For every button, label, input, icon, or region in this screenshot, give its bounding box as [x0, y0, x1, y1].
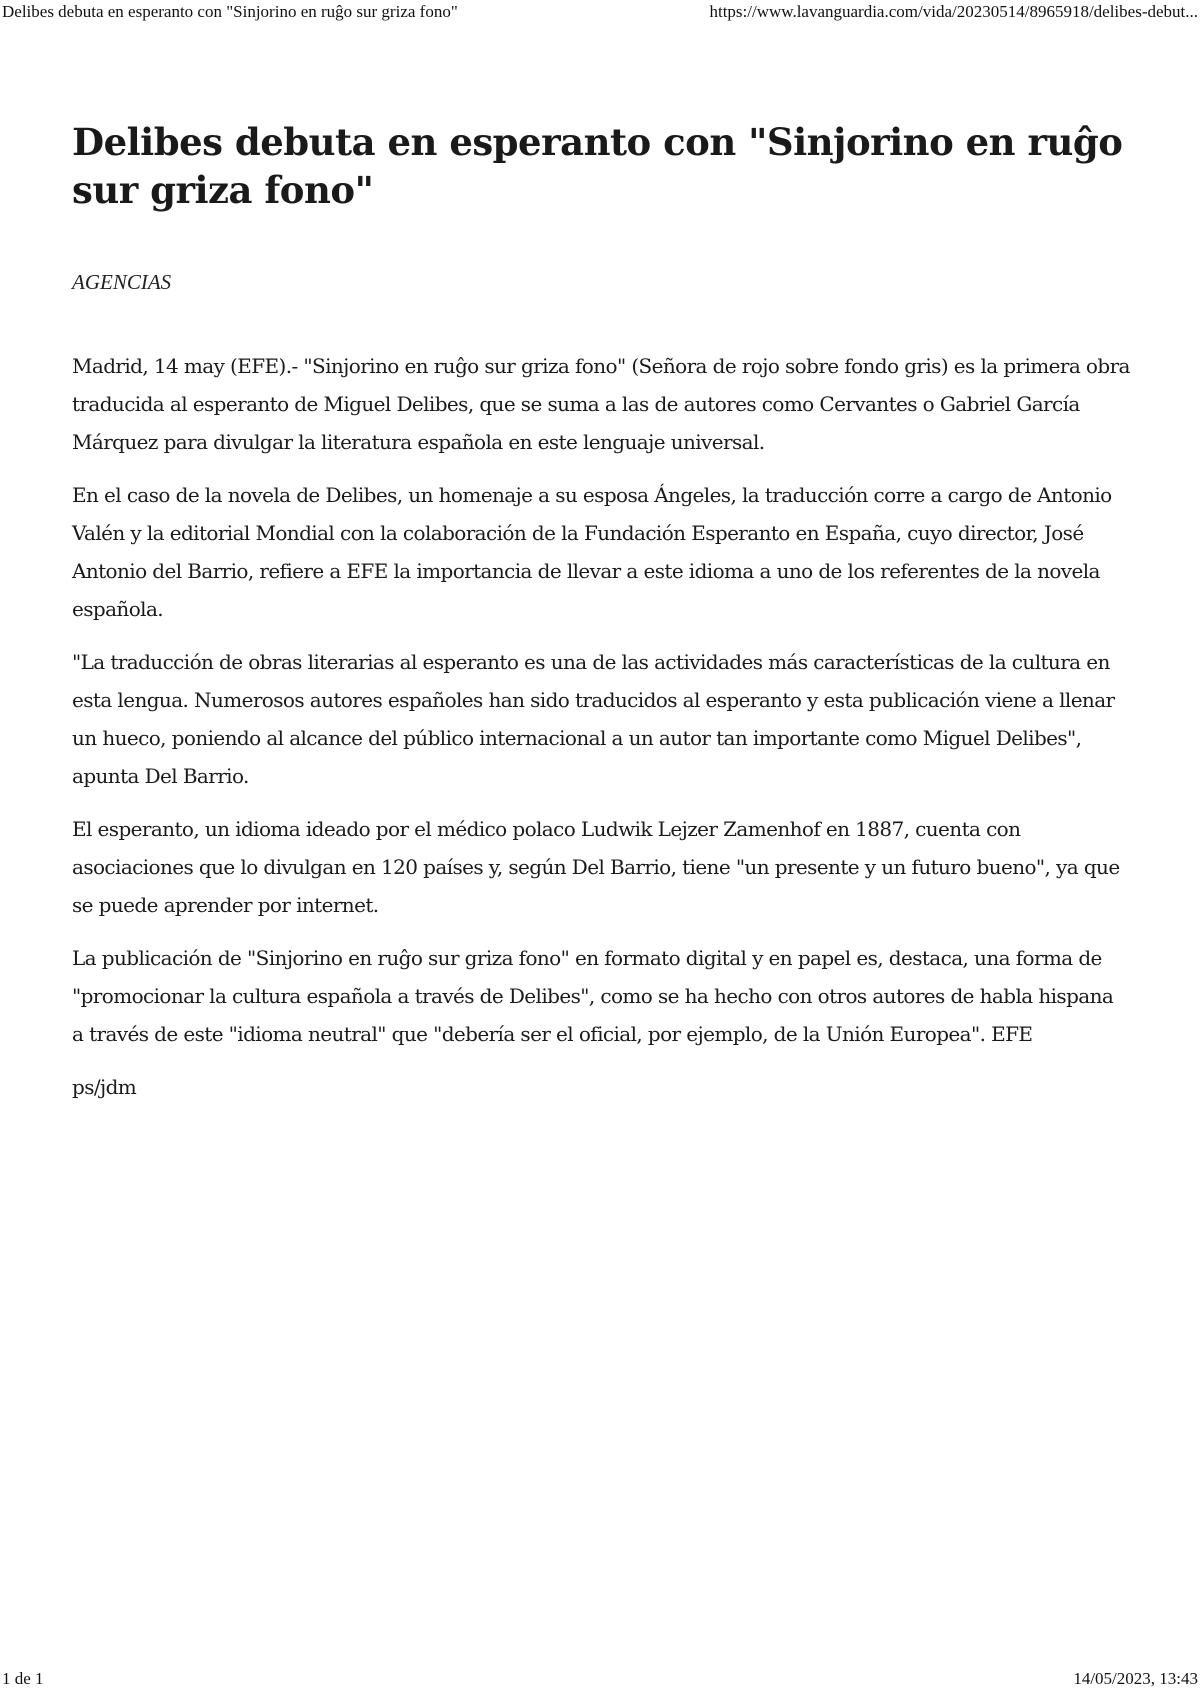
article-byline: AGENCIAS	[72, 270, 172, 294]
article-paragraph: "La traducción de obras literarias al esperanto es una de las actividades más características de la cultura en esta lengua. Numerosos autores españoles han sido traducidos al esperanto y esta publicación viene a llenar un hueco, poniendo al alcance del público internacional a un autor tan importante como Miguel Delibes", apunta Del Barrio.	[72, 650, 1115, 788]
article	[72, 118, 1130, 1121]
article-body	[72, 347, 1130, 1106]
print-header-url: https://www.lavanguardia.com/vida/20230514/8965918/delibes-debut...	[709, 2, 1198, 21]
page-count: 1 de 1	[2, 1669, 44, 1688]
article-signature: ps/jdm	[72, 1075, 137, 1099]
print-header-title: Delibes debuta en esperanto con "Sinjorino en ruĝo sur griza fono"	[2, 2, 458, 21]
print-date: 14/05/2023, 13:43	[1073, 1669, 1198, 1688]
article-paragraph: Madrid, 14 may (EFE).- "Sinjorino en ruĝo sur griza fono" (Señora de rojo sobre fondo gris) es la primera obra traducida al esperanto de Miguel Delibes, que se suma a las de autores como Cervantes o Gabriel García Márquez para divulgar la literatura española en este lenguaje universal.	[72, 354, 1130, 454]
article-paragraph: El esperanto, un idioma ideado por el médico polaco Ludwik Lejzer Zamenhof en 1887, cuenta con asociaciones que lo divulgan en 120 países y, según Del Barrio, tiene "un presente y un futuro bueno", ya que se puede aprender por internet.	[72, 817, 1120, 917]
article-paragraph: En el caso de la novela de Delibes, un homenaje a su esposa Ángeles, la traducción corre a cargo de Antonio Valén y la editorial Mondial con la colaboración de la Fundación Esperanto en España, cuyo director, José Antonio del Barrio, refiere a EFE la importancia de llevar a este idioma a uno de los referentes de la novela española.	[72, 483, 1112, 621]
print-footer	[0, 1665, 1200, 1689]
article-headline: Delibes debuta en esperanto con "Sinjorino en ruĝo sur griza fono"	[72, 120, 1123, 212]
article-paragraph: La publicación de "Sinjorino en ruĝo sur griza fono" en formato digital y en papel es, destaca, una forma de "promocionar la cultura española a través de Delibes", como se ha hecho con otros autores de habla hispana a través de este "idioma neutral" que "debería ser el oficial, por ejemplo, de la Unión Europea". EFE	[72, 946, 1114, 1046]
print-header	[0, 2, 1200, 26]
